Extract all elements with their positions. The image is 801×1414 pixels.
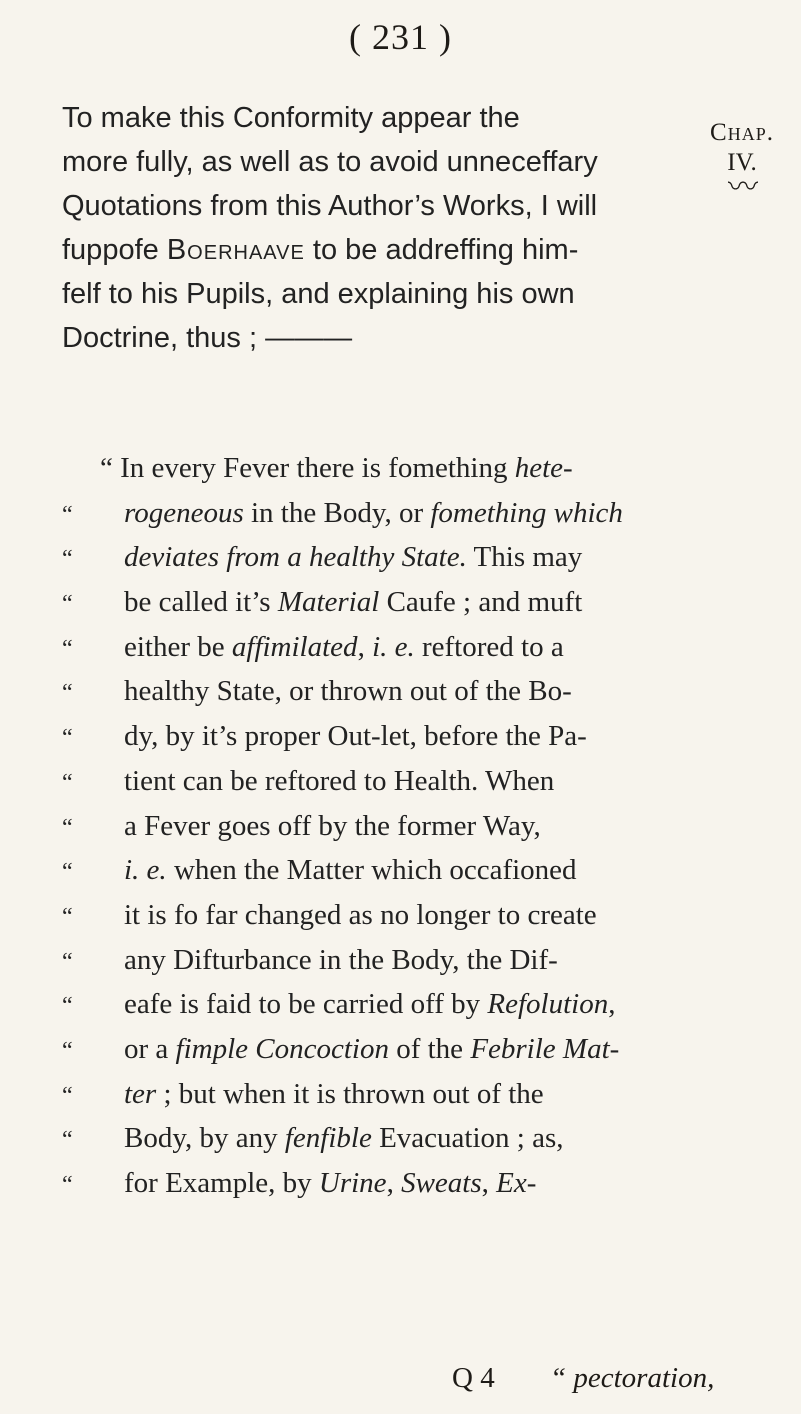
quote-line bbox=[62, 804, 742, 849]
text-span: fuppofe bbox=[62, 234, 159, 266]
text-span: In every Fever there is fomething bbox=[120, 452, 515, 484]
sidenote-number: IV. bbox=[727, 149, 757, 176]
text-span: it is fo far changed as no longer to create bbox=[124, 898, 597, 931]
quote-line bbox=[62, 938, 742, 983]
author-name: Boerhaave bbox=[166, 234, 305, 266]
text-line: Quotations from this Author’s Works, I will bbox=[62, 190, 598, 222]
quote-mark: “ bbox=[62, 769, 73, 796]
text-line: more fully, as well as to avoid unneceffary bbox=[62, 146, 598, 178]
quote-line bbox=[62, 759, 742, 804]
quote-line bbox=[62, 1116, 742, 1161]
quote-mark: “ bbox=[100, 452, 113, 484]
text-span: Urine bbox=[318, 1167, 387, 1199]
text-span: Evacuation ; as, bbox=[371, 1122, 564, 1155]
quote-mark: “ bbox=[62, 635, 73, 662]
text-span: Caufe ; and muft bbox=[379, 586, 583, 619]
quote-mark: “ bbox=[62, 680, 73, 707]
quote-mark: “ bbox=[62, 903, 73, 930]
quotation-block bbox=[62, 446, 742, 1206]
quote-line bbox=[62, 1161, 742, 1206]
text-span: i. e. bbox=[372, 630, 415, 663]
text-span: for Example, by bbox=[124, 1167, 319, 1199]
quote-mark: “ bbox=[62, 1172, 73, 1198]
text-span: This may bbox=[466, 541, 583, 574]
quote-mark: “ bbox=[62, 1127, 73, 1154]
text-line: felf to his Pupils, and explaining his own bbox=[62, 278, 575, 310]
text-span: i. e. bbox=[124, 854, 167, 887]
quote-line: “ eafe is faid to be carried off by Refolution, bbox=[62, 982, 742, 1027]
text-span: hete- bbox=[514, 452, 573, 484]
quote-mark: “ bbox=[62, 591, 73, 618]
text-span: Body, by any bbox=[124, 1122, 285, 1155]
quote-line bbox=[62, 580, 742, 625]
quote-mark: “ bbox=[62, 948, 73, 975]
text-span: healthy State, or thrown out of the Bo- bbox=[124, 675, 572, 708]
text-span: a Fever goes off by the former Way, bbox=[124, 809, 541, 842]
quote-line bbox=[62, 893, 742, 938]
text-span: to be addreffing him- bbox=[304, 234, 579, 266]
catchword-text: “ pectoration, bbox=[550, 1362, 715, 1394]
quote-line bbox=[62, 491, 742, 536]
text-span: deviates from a healthy State. bbox=[124, 541, 467, 574]
text-span: or a bbox=[124, 1032, 176, 1065]
text-span: , bbox=[357, 630, 373, 663]
quote-mark: “ bbox=[62, 1082, 73, 1109]
quote-mark: “ bbox=[62, 546, 73, 573]
text-span: when the Matter which occafioned bbox=[166, 854, 577, 887]
text-span: Sweats bbox=[401, 1167, 482, 1199]
text-span: ter bbox=[124, 1077, 157, 1110]
page-number: ( 231 ) bbox=[349, 17, 452, 57]
text-span: reftored to a bbox=[414, 630, 564, 663]
text-span: either be bbox=[124, 630, 232, 663]
quote-line bbox=[62, 625, 742, 670]
text-span: rogeneous bbox=[124, 496, 244, 529]
quote-mark: “ bbox=[62, 859, 73, 886]
text-line bbox=[62, 228, 722, 272]
sidenote-chapter: Chap. bbox=[710, 119, 774, 146]
text-span: ; but when it is thrown out of the bbox=[156, 1077, 544, 1110]
text-span: fenfible bbox=[284, 1122, 372, 1155]
quote-line bbox=[62, 535, 742, 580]
text-span: dy, by it’s proper Out-let, before the Pa- bbox=[124, 720, 587, 753]
ornament-icon: 〰 bbox=[728, 171, 756, 204]
text-span: Febrile Mat- bbox=[470, 1032, 620, 1065]
text-span: Refolution bbox=[487, 988, 609, 1021]
quote-mark: “ bbox=[62, 1037, 73, 1064]
quote-line bbox=[62, 714, 742, 759]
text-span: be called it’s bbox=[124, 586, 278, 619]
text-line: To make this Conformity appear the bbox=[62, 102, 520, 134]
text-span: fimple Concoction bbox=[175, 1032, 389, 1065]
quote-line bbox=[62, 669, 742, 714]
intro-paragraph bbox=[62, 96, 722, 360]
catchword bbox=[550, 1362, 714, 1395]
text-span: tient can be reftored to Health. When bbox=[124, 764, 555, 797]
text-span: of the bbox=[388, 1032, 471, 1065]
signature-mark: Q 4 bbox=[452, 1362, 495, 1394]
text-span: , bbox=[481, 1167, 497, 1199]
text-span: fomething which bbox=[430, 496, 623, 529]
text-span: any Difturbance in the Body, the Dif- bbox=[124, 943, 558, 976]
text-span: in the Body, or bbox=[243, 496, 431, 529]
quote-mark: “ bbox=[62, 814, 73, 841]
text-line: Doctrine, thus ; ——— bbox=[62, 322, 353, 354]
text-span: Material bbox=[277, 586, 380, 619]
text-span: , bbox=[386, 1167, 402, 1199]
text-span: affimilated bbox=[231, 630, 358, 663]
quote-mark: “ bbox=[62, 501, 73, 528]
text-span: Ex- bbox=[496, 1167, 537, 1199]
quote-mark: “ bbox=[62, 725, 73, 752]
text-span: eafe is faid to be carried off by bbox=[124, 988, 488, 1021]
quote-mark: “ bbox=[62, 993, 73, 1020]
quote-line bbox=[62, 446, 742, 491]
quote-line bbox=[62, 1072, 742, 1117]
quote-line bbox=[62, 1027, 742, 1072]
quote-line bbox=[62, 848, 742, 893]
